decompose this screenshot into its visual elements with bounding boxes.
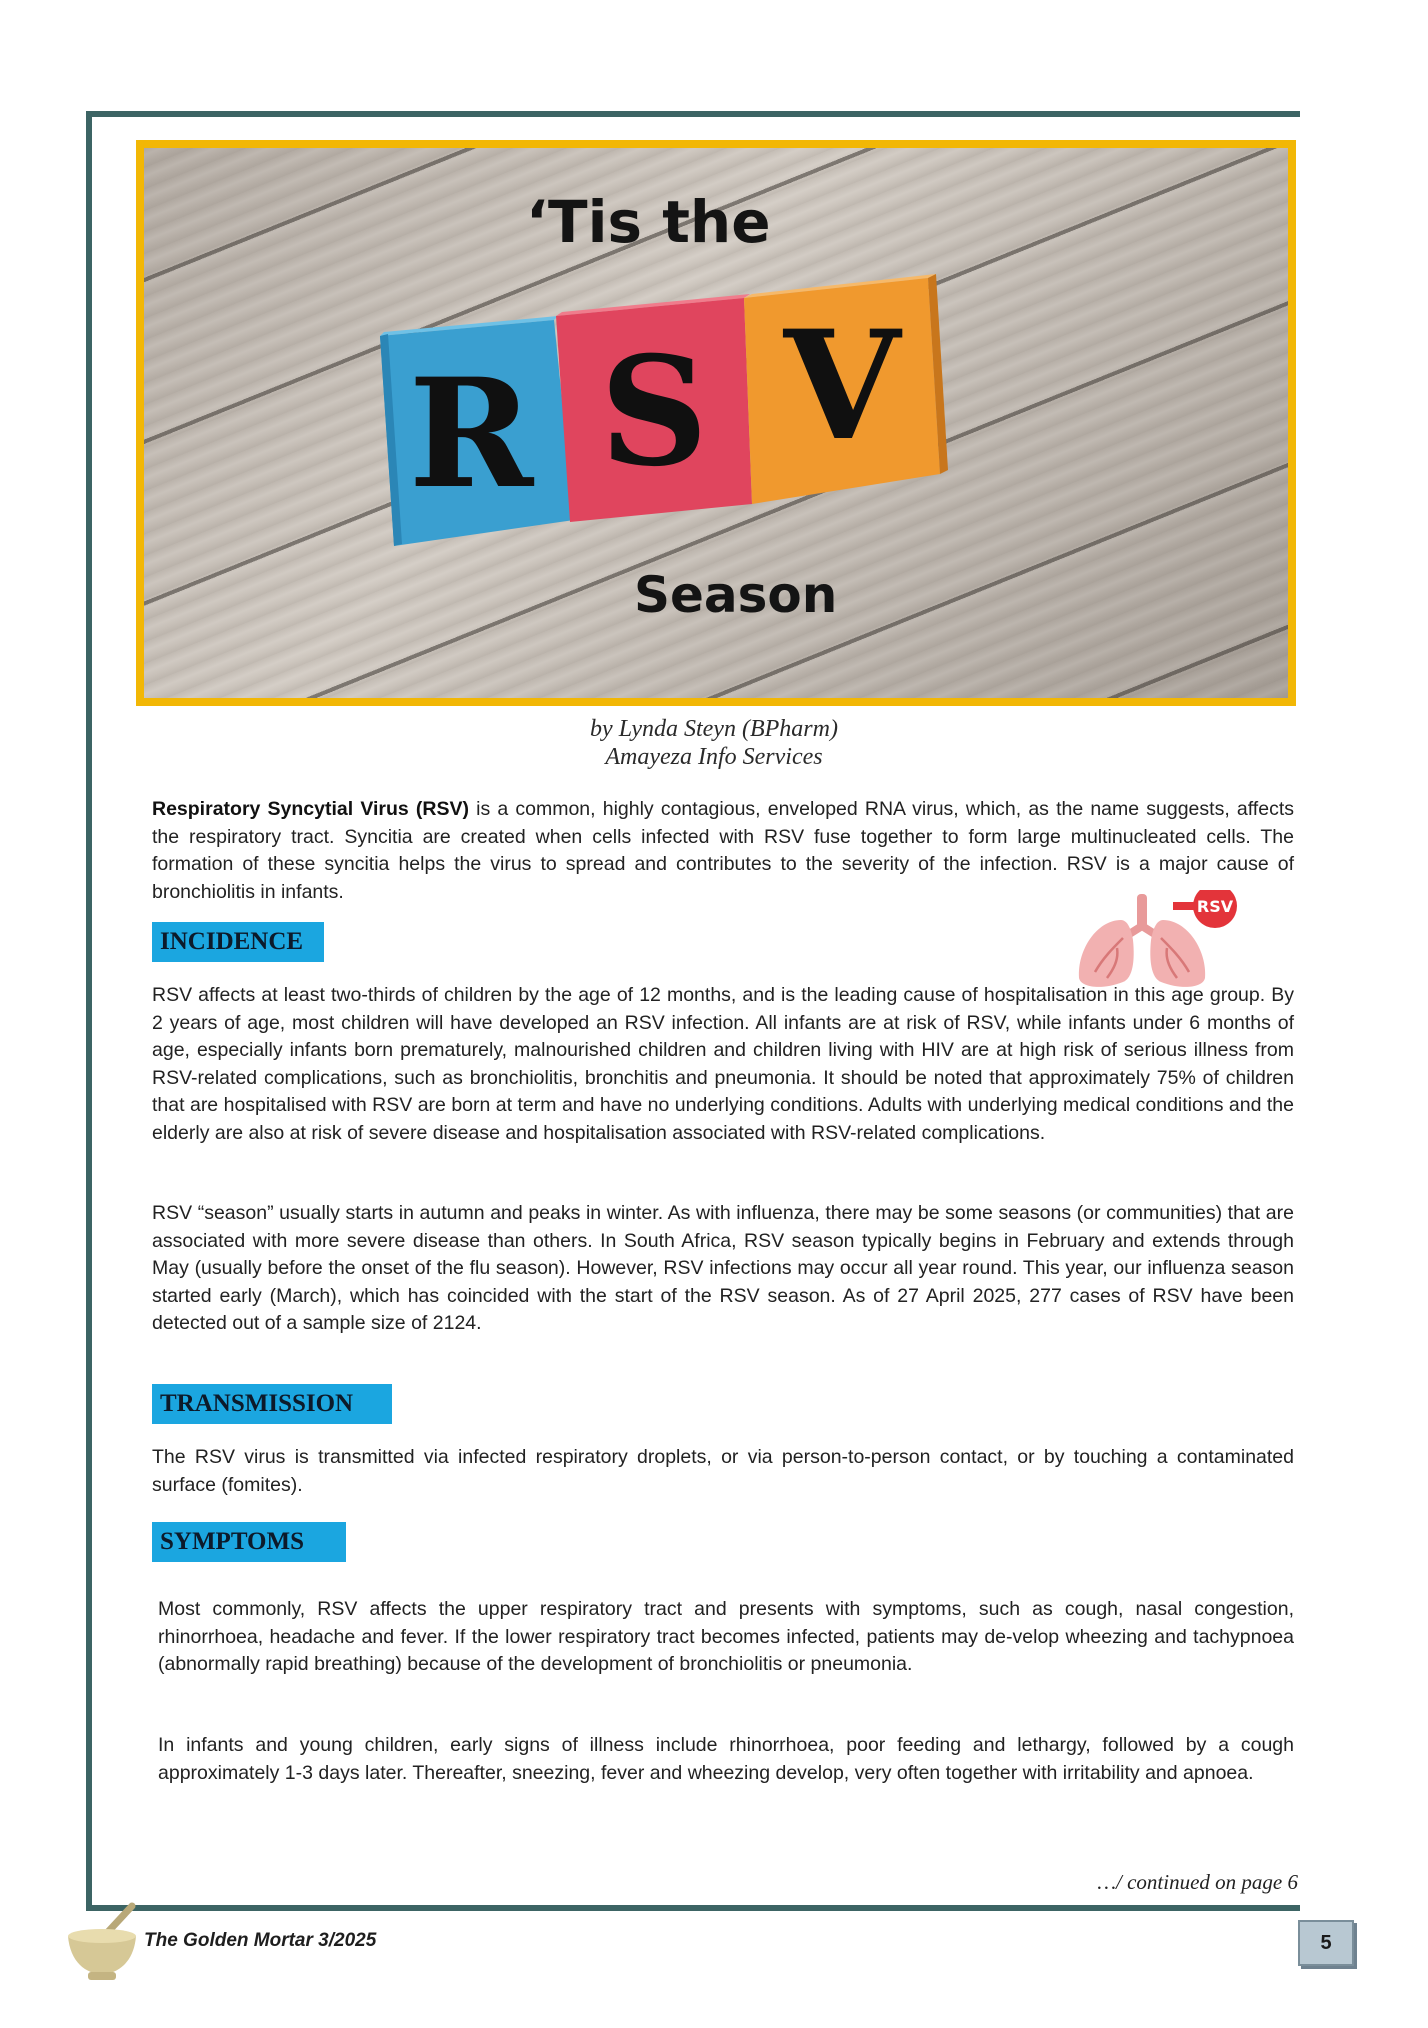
lungs-badge-label: RSV bbox=[1196, 897, 1234, 916]
footer-publication: The Golden Mortar 3/2025 bbox=[144, 1930, 377, 1951]
lungs-icon bbox=[1073, 890, 1243, 990]
block-r-letter: R bbox=[408, 346, 534, 522]
hero-title-top: ‘Tis the bbox=[526, 188, 771, 256]
block-v-letter: V bbox=[783, 298, 901, 474]
block-v bbox=[744, 274, 948, 504]
heading-transmission: TRANSMISSION bbox=[152, 1384, 392, 1424]
byline-org: Amayeza Info Services bbox=[605, 744, 823, 770]
incidence-paragraph-1: RSV affects at least two-thirds of children by the age of 12 months, and is the leading cause of hospitalisation in this age group. By 2 years of age, most children will have developed an RSV infection. All infants are at risk of RSV, while infants under 6 months of age, especially infants born prematurely, malnourished children and children living with HIV are at high risk of serious illness from RSV-related complications, such as bronchiolitis, bronchitis and pneumonia. It should be noted that approximately 75% of children that are hospitalised with RSV are born at term and have no underlying conditions. Adults with underlying medical conditions and the elderly are also at risk of severe disease and hospitalisation associated with RSV-related complications. bbox=[152, 984, 1294, 1144]
block-r bbox=[380, 316, 574, 546]
continued-note: …/ continued on page 6 bbox=[1097, 1870, 1298, 1894]
block-s-letter: S bbox=[599, 324, 709, 500]
symptoms-paragraph-2: In infants and young children, early signs of illness include rhinorrhoea, poor feeding and lethargy, followed by a cough approximately 1-3 days later. Thereafter, sneezing, fever and wheezing develop, very often together with irritability and apnoea. bbox=[158, 1734, 1294, 1784]
frame-bottom-rule bbox=[86, 1905, 1300, 1911]
intro-text: is a common, highly contagious, enveloped RNA virus, which, as the name suggests, affects the respiratory tract. Syncitia are created when cells infected with RSV fuse together to form large multinucleated cells. The formation of these syncitia helps the virus to spread and contributes to the severity of the infection. RSV is a major cause of bronchiolitis in infants. bbox=[152, 798, 1294, 903]
transmission-paragraph: The RSV virus is transmitted via infected respiratory droplets, or via person-to-person contact, or by touching a contaminated surface (fomites). bbox=[152, 1446, 1294, 1496]
heading-incidence: INCIDENCE bbox=[152, 922, 324, 962]
symptoms-paragraph-1: Most commonly, RSV affects the upper respiratory tract and presents with symptoms, such as cough, nasal congestion, rhinorrhoea, headache and fever. If the lower respiratory tract becomes infected, patients may de-velop wheezing and tachypnoea (abnormally rapid breathing) because of the development of bronchiolitis or pneumonia. bbox=[158, 1598, 1294, 1675]
block-s bbox=[556, 294, 752, 522]
frame-left-rule bbox=[86, 111, 92, 1911]
byline-author: by Lynda Steyn (BPharm) bbox=[590, 716, 838, 742]
heading-symptoms: SYMPTOMS bbox=[152, 1522, 346, 1562]
intro-lead: Respiratory Syncytial Virus (RSV) bbox=[152, 798, 469, 820]
mortar-and-pestle-icon bbox=[62, 1900, 142, 1984]
hero-image bbox=[136, 140, 1296, 706]
hero-title-bottom: Season bbox=[634, 566, 838, 624]
incidence-paragraph-2: RSV “season” usually starts in autumn and peaks in winter. As with influenza, there may be some seasons (or communities) that are associated with more severe disease than others. In South Africa, RSV season typically begins in February and extends through May (usually before the onset of the flu season). However, RSV infections may occur all year round. This year, our influenza season started early (March), which has coincided with the start of the RSV season. As of 27 April 2025, 277 cases of RSV have been detected out of a sample size of 2124. bbox=[152, 1202, 1294, 1334]
page-number: 5 bbox=[1298, 1920, 1354, 1966]
frame-top-rule bbox=[86, 111, 1300, 117]
